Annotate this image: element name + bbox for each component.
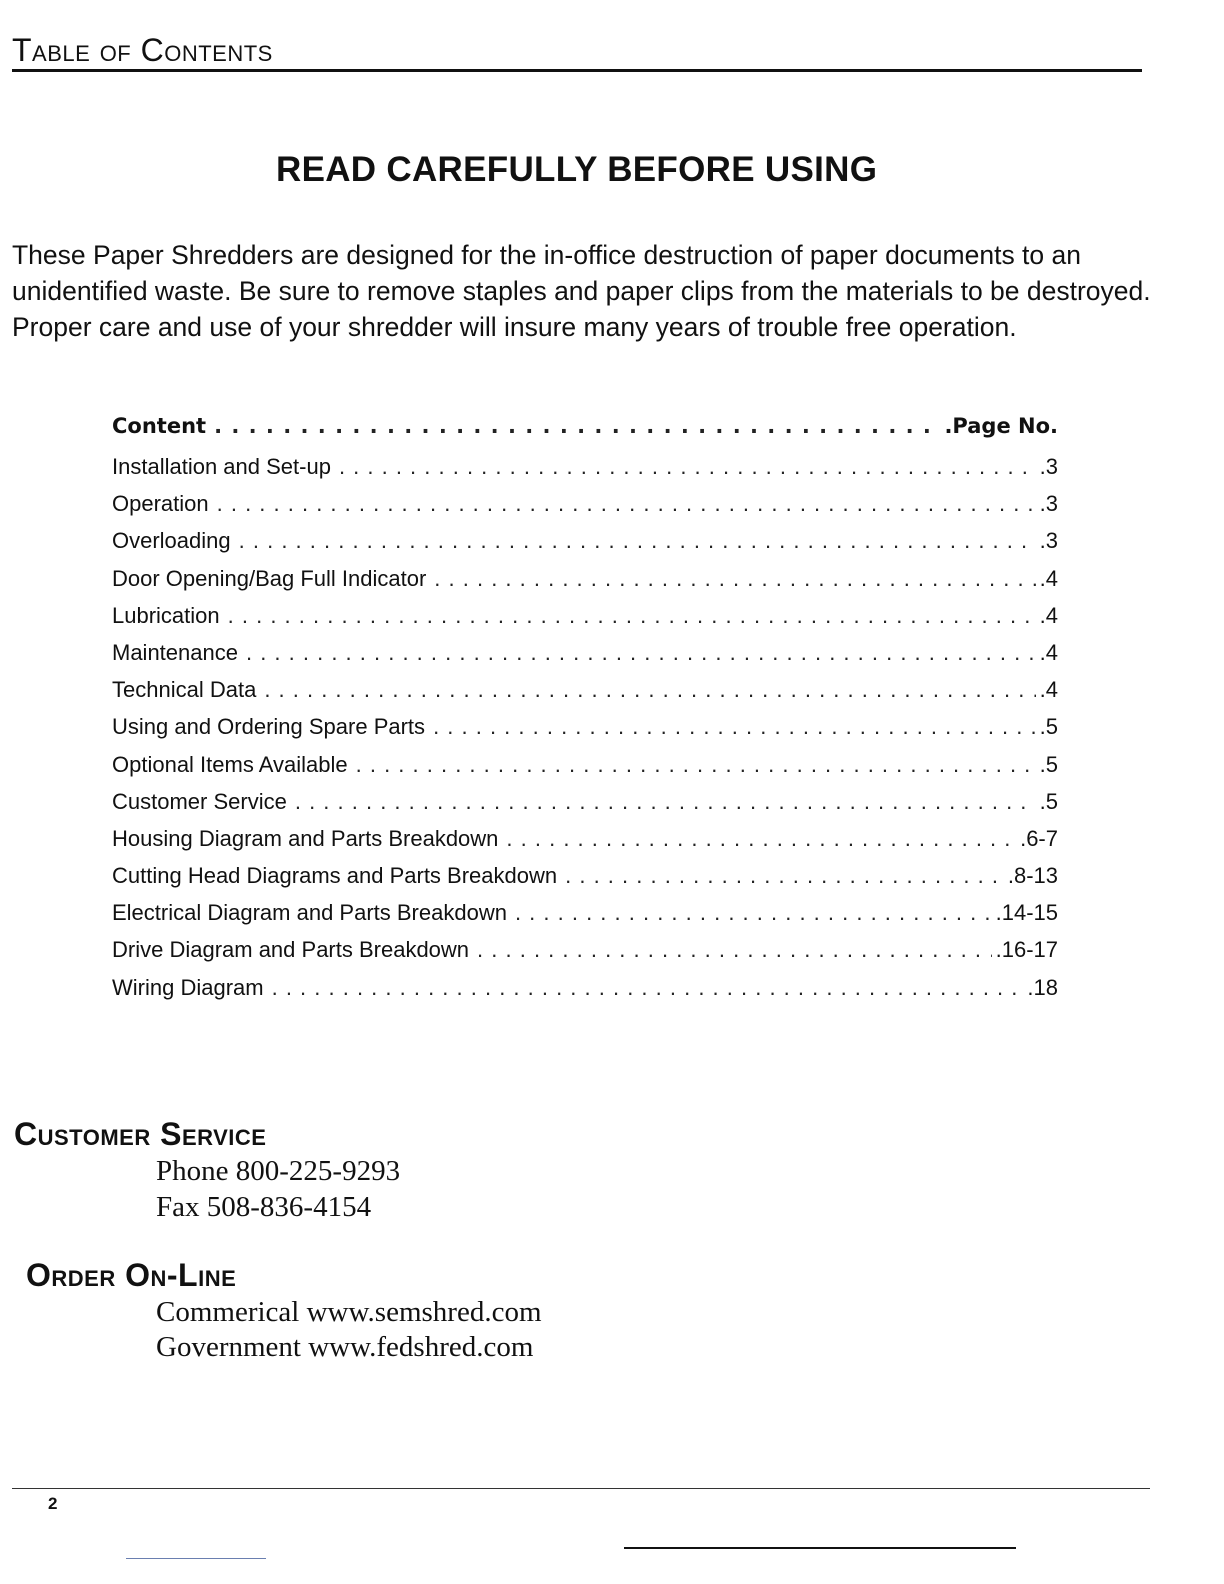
headline: READ CAREFULLY BEFORE USING [276, 150, 878, 189]
toc-row [112, 528, 1058, 565]
toc-row [112, 714, 1058, 751]
toc-entry-page: .5 [1039, 714, 1058, 740]
phone-number: Phone 800-225-9293 [156, 1155, 401, 1187]
toc-row [112, 863, 1058, 900]
toc-entry-label: Customer Service [112, 788, 287, 814]
fax-number: Fax 508-836-4154 [156, 1191, 372, 1223]
toc-entry-page: .3 [1039, 528, 1058, 554]
toc-dot-leader [515, 900, 992, 926]
toc-entry-page: .14-15 [995, 900, 1058, 926]
footer-divider [12, 1488, 1150, 1489]
header-divider [12, 69, 1142, 72]
government-website: Government www.fedshred.com [156, 1331, 534, 1363]
toc-row [112, 491, 1058, 528]
toc-dot-leader [339, 454, 1036, 480]
toc-entry-page: .5 [1039, 751, 1058, 777]
toc-entry-page: .3 [1039, 454, 1058, 479]
toc-entry-label: Drive Diagram and Parts Breakdown [112, 937, 470, 963]
customer-service-title: Customer Service [14, 1116, 267, 1152]
toc-dot-leader [506, 826, 1016, 852]
toc-entry-label: Maintenance [112, 639, 238, 665]
toc-row [112, 937, 1058, 974]
toc-row [112, 603, 1058, 640]
toc-dot-leader [477, 937, 992, 963]
intro-paragraph: These Paper Shredders are designed for the in-office destruction of paper documents to an unidentified waste. Be sure to remove staples and paper clips from the materials to be destroyed. Proper care and use of your shredder will insure many years of trouble free operation. [12, 240, 1151, 342]
footer-rule-right [624, 1547, 1016, 1549]
toc-entry-page: .8-13 [1007, 863, 1058, 889]
toc-entry-page: .4 [1039, 602, 1058, 628]
toc-entry-label: Technical Data [112, 677, 257, 703]
toc-dot-leader [356, 752, 1036, 778]
toc-entry-page: .5 [1039, 788, 1058, 814]
toc-entry-label: Door Opening/Bag Full Indicator [112, 565, 427, 591]
toc-row [112, 975, 1058, 1012]
toc-row [112, 566, 1058, 603]
page-number: 2 [48, 1494, 58, 1513]
toc-entry-label: Cutting Head Diagrams and Parts Breakdown [112, 863, 558, 889]
order-online-title: Order On-Line [26, 1257, 237, 1293]
toc-items [112, 454, 1058, 1012]
toc-row [112, 789, 1058, 826]
toc-dot-leader [228, 603, 1036, 629]
toc-entry-label: Operation [112, 491, 209, 517]
toc-dot-leader [272, 975, 1024, 1001]
toc-row [112, 900, 1058, 937]
toc-row [112, 752, 1058, 789]
toc-dot-leader [239, 528, 1036, 554]
toc-entry-page: .3 [1039, 491, 1058, 517]
toc-dot-leader [565, 863, 1004, 889]
toc-header-label: Content [112, 414, 207, 438]
toc-dot-leader [295, 789, 1036, 815]
footer-rule-left [126, 1558, 266, 1559]
page-header-title: Table of Contents [12, 32, 273, 68]
toc-row [112, 677, 1058, 714]
toc-entry-page: .4 [1039, 677, 1058, 703]
toc-entry-label: Electrical Diagram and Parts Breakdown [112, 900, 507, 926]
toc-entry-page: .6-7 [1020, 825, 1058, 851]
toc-dot-leader [433, 714, 1036, 740]
toc-entry-label: Lubrication [112, 602, 220, 628]
table-of-contents [112, 414, 1058, 1012]
toc-dot-leader [214, 414, 940, 438]
toc-dot-leader [434, 566, 1035, 592]
toc-entry-label: Overloading [112, 528, 231, 554]
toc-header-page: .Page No. [944, 414, 1058, 438]
toc-dot-leader [217, 491, 1036, 517]
toc-entry-label: Wiring Diagram [112, 974, 264, 1000]
commercial-website: Commerical www.semshred.com [156, 1296, 542, 1328]
toc-row [112, 454, 1058, 491]
toc-entry-page: .4 [1039, 565, 1058, 591]
toc-dot-leader [246, 640, 1036, 666]
toc-entry-label: Using and Ordering Spare Parts [112, 714, 426, 740]
toc-header-row [112, 414, 1058, 454]
toc-row [112, 640, 1058, 677]
toc-dot-leader [264, 677, 1035, 703]
toc-entry-label: Installation and Set-up [112, 454, 331, 479]
toc-entry-page: .4 [1039, 639, 1058, 665]
toc-entry-label: Optional Items Available [112, 751, 348, 777]
toc-row [112, 826, 1058, 863]
toc-entry-page: .18 [1027, 974, 1058, 1000]
toc-entry-page: .16-17 [995, 937, 1058, 963]
toc-entry-label: Housing Diagram and Parts Breakdown [112, 825, 499, 851]
